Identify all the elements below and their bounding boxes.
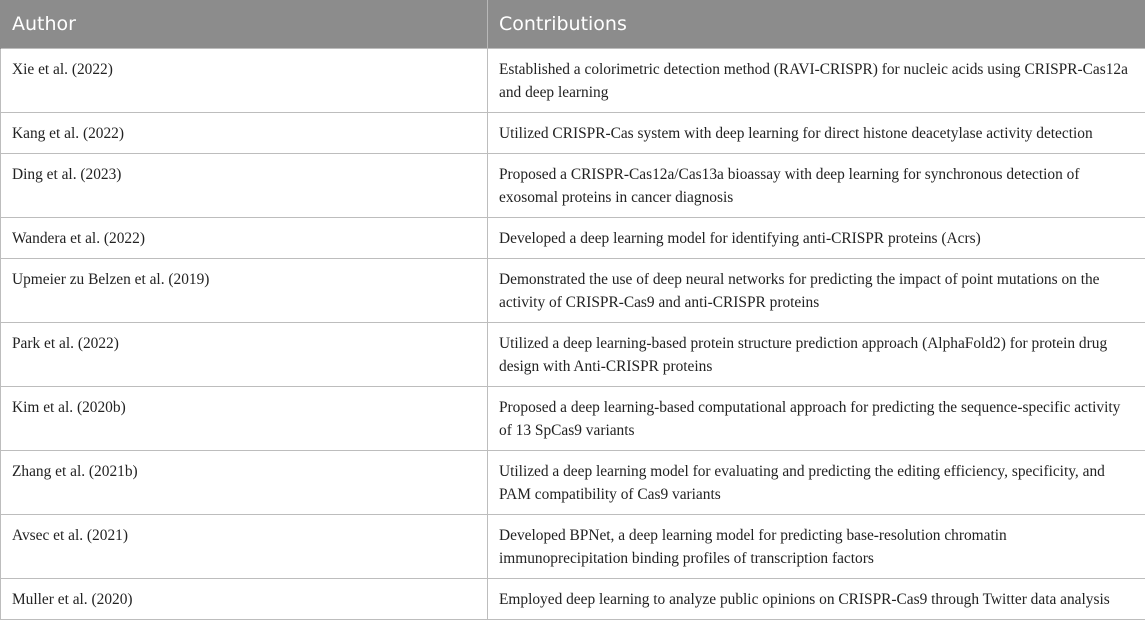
author-cell: Xie et al. (2022) <box>1 48 488 112</box>
table-row <box>1 258 1145 322</box>
author-cell: Kang et al. (2022) <box>1 112 488 153</box>
contribution-cell: Utilized a deep learning model for evaluating and predicting the editing efficiency, specificity, and PAM compatibility of Cas9 variants <box>488 450 1145 514</box>
contribution-cell: Developed BPNet, a deep learning model for predicting base-resolution chromatin immunoprecipitation binding profiles of transcription factors <box>488 514 1145 578</box>
author-cell: Kim et al. (2020b) <box>1 386 488 450</box>
author-cell: Avsec et al. (2021) <box>1 514 488 578</box>
contribution-cell: Utilized CRISPR-Cas system with deep learning for direct histone deacetylase activity detection <box>488 112 1145 153</box>
contribution-cell: Demonstrated the use of deep neural networks for predicting the impact of point mutations on the activity of CRISPR-Cas9 and anti-CRISPR proteins <box>488 258 1145 322</box>
author-cell: Muller et al. (2020) <box>1 578 488 619</box>
table-row <box>1 450 1145 514</box>
header-author: Author <box>1 0 488 48</box>
table-body <box>1 48 1145 619</box>
contribution-cell: Utilized a deep learning-based protein structure prediction approach (AlphaFold2) for protein drug design with Anti-CRISPR proteins <box>488 322 1145 386</box>
header-contributions: Contributions <box>488 0 1145 48</box>
table-row <box>1 153 1145 217</box>
table-row <box>1 386 1145 450</box>
table-row <box>1 48 1145 112</box>
author-cell: Park et al. (2022) <box>1 322 488 386</box>
author-cell: Ding et al. (2023) <box>1 153 488 217</box>
contribution-cell: Developed a deep learning model for identifying anti-CRISPR proteins (Acrs) <box>488 217 1145 258</box>
table-row <box>1 514 1145 578</box>
contribution-cell: Proposed a deep learning-based computational approach for predicting the sequence-specific activity of 13 SpCas9 variants <box>488 386 1145 450</box>
author-cell: Upmeier zu Belzen et al. (2019) <box>1 258 488 322</box>
contribution-cell: Employed deep learning to analyze public opinions on CRISPR-Cas9 through Twitter data analysis <box>488 578 1145 619</box>
table-row <box>1 217 1145 258</box>
table-row <box>1 112 1145 153</box>
author-cell: Wandera et al. (2022) <box>1 217 488 258</box>
table-row <box>1 578 1145 619</box>
author-cell: Zhang et al. (2021b) <box>1 450 488 514</box>
contribution-cell: Established a colorimetric detection method (RAVI-CRISPR) for nucleic acids using CRISPR-Cas12a and deep learning <box>488 48 1145 112</box>
contribution-cell: Proposed a CRISPR-Cas12a/Cas13a bioassay with deep learning for synchronous detection of exosomal proteins in cancer diagnosis <box>488 153 1145 217</box>
header-row <box>1 0 1145 48</box>
table-header <box>1 0 1145 48</box>
table-row <box>1 322 1145 386</box>
